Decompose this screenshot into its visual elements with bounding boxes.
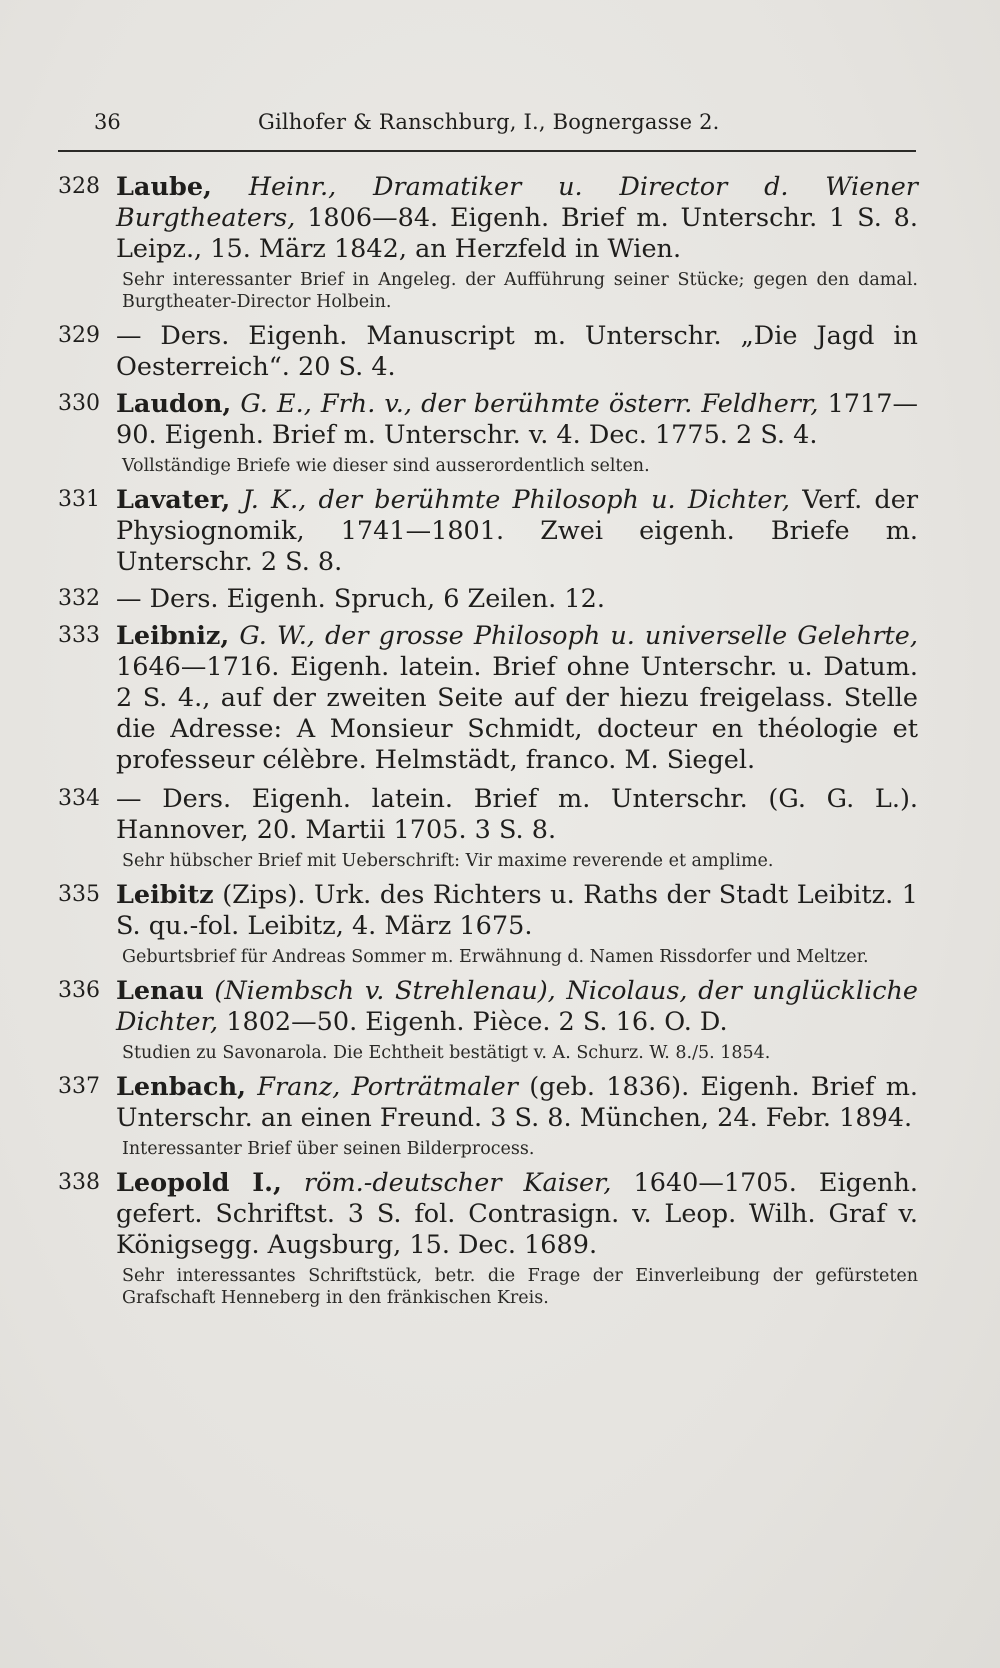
entry-note: Vollständige Briefe wie dieser sind ausserordentlich selten.	[122, 456, 650, 476]
entry-name: Lavater,	[116, 485, 231, 515]
entry-number: 333	[58, 623, 100, 648]
entry-details: 1646—1716. Eigenh. latein. Brief ohne Unterschr. u. Datum. 2 S. 4., auf der zweiten Seite auf der hiezu freigelass. Stelle die Adresse: A Monsieur Schmidt, docteur en théologie et professeur célèbre. Helmstädt, franco. M. Siegel.	[116, 652, 918, 775]
header-rule	[58, 150, 916, 152]
entry-text	[116, 389, 918, 451]
page-number: 36	[94, 110, 121, 134]
page-header	[58, 110, 918, 140]
entry-name: Leopold I.,	[116, 1168, 282, 1198]
entry-number: 331	[58, 487, 100, 512]
entry-note: Interessanter Brief über seinen Bilderprocess.	[122, 1139, 535, 1159]
catalog-entry	[58, 784, 918, 872]
entry-number: 334	[58, 786, 100, 811]
entry-text	[116, 321, 918, 383]
entry-text	[116, 621, 918, 776]
entry-details: — Ders. Eigenh. Spruch, 6 Zeilen. 12.	[116, 584, 605, 614]
entry-text	[116, 584, 918, 615]
publisher-line: Gilhofer & Ranschburg, I., Bognergasse 2.	[258, 110, 720, 134]
catalog-entry	[58, 321, 918, 383]
entry-text	[116, 880, 918, 942]
entry-description: röm.-deutscher Kaiser,	[303, 1168, 612, 1198]
entry-number: 336	[58, 978, 100, 1003]
entry-note: Studien zu Savonarola. Die Echtheit bestätigt v. A. Schurz. W. 8./5. 1854.	[122, 1043, 771, 1063]
entry-name: Leibitz	[116, 880, 214, 910]
entry-number: 329	[58, 323, 100, 348]
catalog-entry	[58, 1168, 918, 1309]
entry-name: Lenau	[116, 976, 204, 1006]
entry-details: — Ders. Eigenh. Manuscript m. Unterschr. „Die Jagd in Oesterreich“. 20 S. 4.	[116, 321, 918, 382]
catalog-entry	[58, 621, 918, 776]
catalog-entry	[58, 1072, 918, 1160]
entry-name: Laudon,	[116, 389, 232, 419]
entry-details: 1640—1705. Eigenh. gefert. Schriftst. 3 S. fol. Contrasign. v. Leop. Wilh. Graf v. Königsegg. Augsburg, 15. Dec. 1689.	[116, 1168, 919, 1260]
entry-details: 1806—84. Eigenh. Brief m. Unterschr. 1 S. 8. Leipz., 15. März 1842, an Herzfeld in Wien.	[116, 203, 918, 264]
entry-text	[116, 485, 918, 578]
entry-text	[116, 1168, 918, 1261]
entry-number: 330	[58, 391, 100, 416]
entry-note: Geburtsbrief für Andreas Sommer m. Erwähnung d. Namen Rissdorfer und Meltzer.	[122, 947, 869, 967]
entry-details: 1717—90. Eigenh. Brief m. Unterschr. v. 4. Dec. 1775. 2 S. 4.	[116, 389, 918, 450]
entry-note: Sehr hübscher Brief mit Ueberschrift: Vir maxime reverende et amplime.	[122, 851, 774, 871]
catalog-entry	[58, 880, 918, 968]
entry-details: (Zips). Urk. des Richters u. Raths der Stadt Leibitz. 1 S. qu.-fol. Leibitz, 4. März 1675.	[116, 880, 919, 941]
entry-name: Leibniz,	[116, 621, 230, 651]
entry-description: (Niembsch v. Strehlenau), Nicolaus, der unglückliche Dichter,	[116, 976, 918, 1037]
catalog-entry	[58, 485, 918, 578]
entry-text	[116, 784, 918, 846]
entry-details: Verf. der Physiognomik, 1741—1801. Zwei eigenh. Briefe m. Unterschr. 2 S. 8.	[116, 485, 919, 577]
entry-details: (geb. 1836). Eigenh. Brief m. Unterschr. an einen Freund. 3 S. 8. München, 24. Febr. 1894.	[116, 1072, 919, 1133]
entry-number: 335	[58, 882, 100, 907]
entry-text	[116, 1072, 918, 1134]
entry-text	[116, 172, 918, 265]
entry-note: Sehr interessanter Brief in Angeleg. der Aufführung seiner Stücke; gegen den damal. Burgtheater-Director Holbein.	[122, 270, 918, 312]
entry-text	[116, 976, 918, 1038]
entry-name: Lenbach,	[116, 1072, 246, 1102]
entry-number: 332	[58, 586, 100, 611]
entry-name: Laube,	[116, 172, 212, 202]
entry-number: 337	[58, 1074, 100, 1099]
catalog-entry	[58, 584, 918, 615]
catalog-entry	[58, 172, 918, 313]
entry-number: 328	[58, 174, 100, 199]
entry-description: Franz, Porträtmaler	[257, 1072, 518, 1102]
entry-details: 1802—50. Eigenh. Pièce. 2 S. 16. O. D.	[226, 1007, 728, 1037]
catalog-entry	[58, 389, 918, 477]
entry-note: Sehr interessantes Schriftstück, betr. die Frage der Einverleibung der gefürsteten Grafschaft Henneberg in den fränkischen Kreis.	[122, 1266, 918, 1308]
entry-description: J. K., der berühmte Philosoph u. Dichter,	[242, 485, 790, 515]
entry-description: G. E., Frh. v., der berühmte österr. Feldherr,	[240, 389, 819, 419]
entry-description: G. W., der grosse Philosoph u. universelle Gelehrte,	[239, 621, 918, 651]
entry-number: 338	[58, 1170, 100, 1195]
catalog-entry	[58, 976, 918, 1064]
entry-list	[58, 172, 918, 1317]
entry-description: Heinr., Dramatiker u. Director d. Wiener Burgtheaters,	[116, 172, 918, 233]
entry-details: — Ders. Eigenh. latein. Brief m. Unterschr. (G. G. L.). Hannover, 20. Martii 1705. 3 S. 8.	[116, 784, 918, 845]
